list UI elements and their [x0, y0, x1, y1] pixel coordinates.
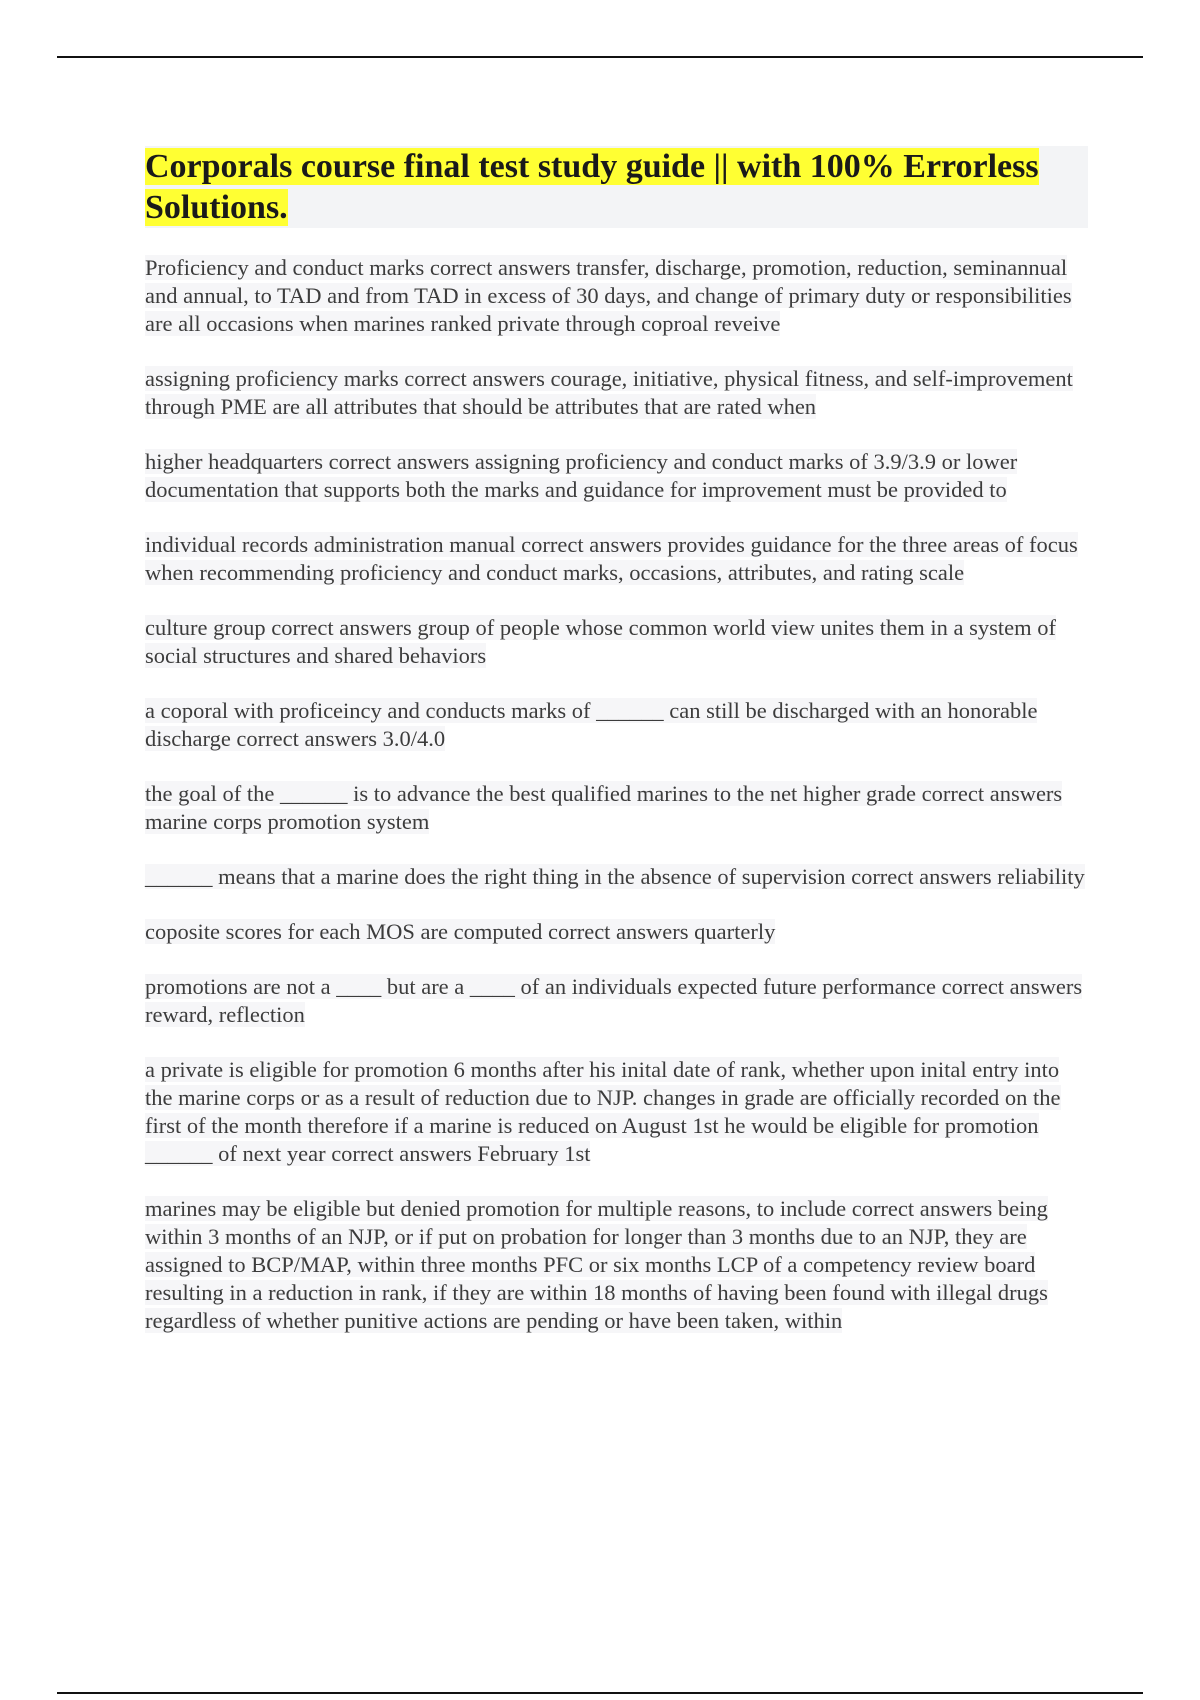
qa-item: Proficiency and conduct marks correct answers transfer, discharge, promotion, reduction, seminannual and annual, to TAD and from TAD in excess of 30 days, and change of primary duty or responsibilities are all occasions when marines ranked private through coproal reveive: [145, 255, 1072, 336]
document-body: [145, 146, 1090, 1362]
qa-item: ______ means that a marine does the right thing in the absence of supervision correct answers reliability: [145, 864, 1085, 889]
document-title: [145, 146, 1088, 228]
qa-item: a private is eligible for promotion 6 months after his inital date of rank, whether upon inital entry into the marine corps or as a result of reduction due to NJP. changes in grade are officially recorded on the first of the month therefore if a marine is reduced on August 1st he would be eligible for promotion ______ of next year correct answers February 1st: [145, 1057, 1061, 1166]
qa-item: coposite scores for each MOS are computed correct answers quarterly: [145, 919, 776, 944]
qa-item: promotions are not a ____ but are a ____ of an individuals expected future performance correct answers reward, reflection: [145, 974, 1083, 1027]
bottom-rule: [57, 1692, 1143, 1694]
qa-item: higher headquarters correct answers assigning proficiency and conduct marks of 3.9/3.9 or lower documentation that supports both the marks and guidance for improvement must be provided to: [145, 449, 1018, 502]
qa-item: the goal of the ______ is to advance the best qualified marines to the net higher grade correct answers marine corps promotion system: [145, 781, 1063, 834]
title-highlight: Corporals course final test study guide || with 100% Errorless Solutions.: [145, 148, 1039, 226]
qa-item: assigning proficiency marks correct answers courage, initiative, physical fitness, and self-improvement through PME are all attributes that should be attributes that are rated when: [145, 366, 1073, 419]
qa-item: a coporal with proficeincy and conducts marks of ______ can still be discharged with an honorable discharge correct answers 3.0/4.0: [145, 698, 1038, 751]
title-block: [145, 146, 1088, 228]
top-rule: [57, 56, 1143, 58]
qa-item: marines may be eligible but denied promotion for multiple reasons, to include correct answers being within 3 months of an NJP, or if put on probation for longer than 3 months due to an NJP, they are assigned to BCP/MAP, within three months PFC or six months LCP of a competency review board resulting in a reduction in rank, if they are within 18 months of having been found with illegal drugs regardless of whether punitive actions are pending or have been taken, within: [145, 1196, 1048, 1333]
qa-list: [145, 254, 1090, 1335]
qa-item: individual records administration manual correct answers provides guidance for the three areas of focus when recommending proficiency and conduct marks, occasions, attributes, and rating scale: [145, 532, 1078, 585]
qa-item: culture group correct answers group of people whose common world view unites them in a system of social structures and shared behaviors: [145, 615, 1057, 668]
